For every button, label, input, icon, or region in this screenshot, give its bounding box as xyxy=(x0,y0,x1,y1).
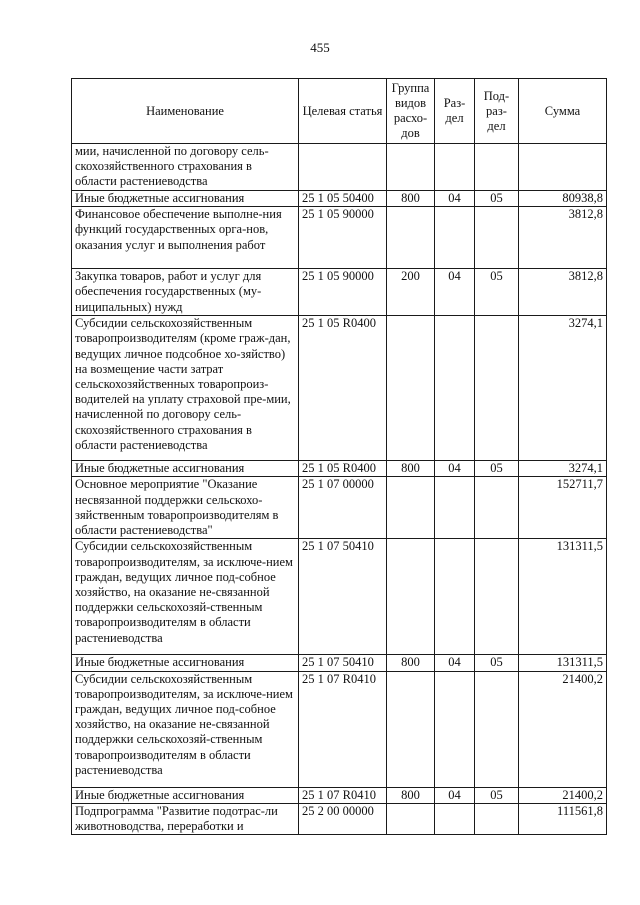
page-number: 455 xyxy=(310,40,330,55)
cell-subsection: 05 xyxy=(475,787,519,803)
cell-group xyxy=(387,803,435,834)
cell-subsection: 05 xyxy=(475,269,519,316)
cell-target: 25 1 07 50410 xyxy=(299,655,387,671)
table-row xyxy=(72,207,607,269)
header-name: Наименование xyxy=(72,79,299,144)
cell-subsection: 05 xyxy=(475,191,519,207)
cell-amount: 3274,1 xyxy=(519,316,607,461)
cell-section: 04 xyxy=(435,787,475,803)
cell-amount: 131311,5 xyxy=(519,655,607,671)
cell-group xyxy=(387,539,435,655)
table-row xyxy=(72,477,607,539)
budget-table xyxy=(71,78,607,835)
cell-section: 04 xyxy=(435,269,475,316)
cell-name: Финансовое обеспечение выполне-ния функций государственных орга-нов, оказания услуг и выполнения работ xyxy=(72,207,299,269)
header-section: Раз-дел xyxy=(435,79,475,144)
cell-group: 800 xyxy=(387,461,435,477)
table-row xyxy=(72,269,607,316)
cell-section xyxy=(435,671,475,787)
cell-section xyxy=(435,477,475,539)
cell-name: Субсидии сельскохозяйственным товаропроизводителям, за исключе-нием граждан, ведущих личное под-собное хозяйство, на оказание не-связанной поддержки сельскохозяй-ственным товаропроизводителям в области растениеводства xyxy=(72,539,299,655)
cell-name: Иные бюджетные ассигнования xyxy=(72,787,299,803)
cell-subsection xyxy=(475,207,519,269)
cell-target: 25 1 05 50400 xyxy=(299,191,387,207)
cell-amount: 111561,8 xyxy=(519,803,607,834)
cell-target: 25 1 07 R0410 xyxy=(299,787,387,803)
cell-target: 25 1 07 00000 xyxy=(299,477,387,539)
cell-name: Подпрограмма "Развитие подотрас-ли животноводства, переработки и xyxy=(72,803,299,834)
cell-group: 800 xyxy=(387,787,435,803)
cell-section xyxy=(435,803,475,834)
cell-target: 25 1 05 90000 xyxy=(299,207,387,269)
cell-amount: 21400,2 xyxy=(519,787,607,803)
cell-section xyxy=(435,539,475,655)
cell-subsection xyxy=(475,316,519,461)
cell-name: Субсидии сельскохозяйственным товаропроизводителям (кроме граж-дан, ведущих личное подсобное хо-зяйство) на возмещение части затрат сельскохозяйственных товаропроиз-водителей на уплату страховой пре-мии, начисленной по договору сель-скохозяйственного страхования в области растениеводства xyxy=(72,316,299,461)
cell-name: Субсидии сельскохозяйственным товаропроизводителям, за исключе-нием граждан, ведущих личное под-собное хозяйство, на оказание не-связанной поддержки сельскохозяй-ственным товаропроизводителям в области растениеводства xyxy=(72,671,299,787)
cell-name: Основное мероприятие "Оказание несвязанной поддержки сельскохо-зяйственным товаропроизводителям в области растениеводства" xyxy=(72,477,299,539)
table-row xyxy=(72,671,607,787)
cell-section: 04 xyxy=(435,191,475,207)
cell-group: 800 xyxy=(387,191,435,207)
table-row xyxy=(72,803,607,834)
cell-section xyxy=(435,144,475,191)
cell-subsection: 05 xyxy=(475,461,519,477)
cell-section: 04 xyxy=(435,461,475,477)
cell-amount: 3274,1 xyxy=(519,461,607,477)
cell-name: Иные бюджетные ассигнования xyxy=(72,191,299,207)
cell-name: Иные бюджетные ассигнования xyxy=(72,655,299,671)
cell-target: 25 2 00 00000 xyxy=(299,803,387,834)
cell-amount: 80938,8 xyxy=(519,191,607,207)
table-row xyxy=(72,191,607,207)
cell-subsection xyxy=(475,144,519,191)
header-subsection: Под-раз-дел xyxy=(475,79,519,144)
header-amount: Сумма xyxy=(519,79,607,144)
cell-group: 200 xyxy=(387,269,435,316)
cell-target xyxy=(299,144,387,191)
table-row xyxy=(72,316,607,461)
cell-name: Закупка товаров, работ и услуг для обеспечения государственных (му-ниципальных) нужд xyxy=(72,269,299,316)
header-row xyxy=(72,79,607,144)
cell-group xyxy=(387,671,435,787)
cell-target: 25 1 07 50410 xyxy=(299,539,387,655)
cell-group xyxy=(387,477,435,539)
cell-name: Иные бюджетные ассигнования xyxy=(72,461,299,477)
cell-name: мии, начисленной по договору сель-скохозяйственного страхования в области растениеводства xyxy=(72,144,299,191)
table-row xyxy=(72,787,607,803)
cell-subsection: 05 xyxy=(475,655,519,671)
header-target: Целевая статья xyxy=(299,79,387,144)
cell-group: 800 xyxy=(387,655,435,671)
cell-target: 25 1 05 R0400 xyxy=(299,316,387,461)
table-row xyxy=(72,539,607,655)
cell-subsection xyxy=(475,539,519,655)
cell-subsection xyxy=(475,803,519,834)
cell-section: 04 xyxy=(435,655,475,671)
cell-group xyxy=(387,144,435,191)
cell-amount: 3812,8 xyxy=(519,207,607,269)
cell-target: 25 1 05 90000 xyxy=(299,269,387,316)
cell-group xyxy=(387,207,435,269)
header-group: Группа видов расхо-дов xyxy=(387,79,435,144)
table-row xyxy=(72,144,607,191)
cell-amount xyxy=(519,144,607,191)
cell-amount: 152711,7 xyxy=(519,477,607,539)
cell-amount: 21400,2 xyxy=(519,671,607,787)
cell-section xyxy=(435,316,475,461)
table-row xyxy=(72,461,607,477)
cell-amount: 3812,8 xyxy=(519,269,607,316)
cell-section xyxy=(435,207,475,269)
cell-subsection xyxy=(475,477,519,539)
cell-amount: 131311,5 xyxy=(519,539,607,655)
table-row xyxy=(72,655,607,671)
cell-target: 25 1 07 R0410 xyxy=(299,671,387,787)
cell-subsection xyxy=(475,671,519,787)
cell-group xyxy=(387,316,435,461)
cell-target: 25 1 05 R0400 xyxy=(299,461,387,477)
